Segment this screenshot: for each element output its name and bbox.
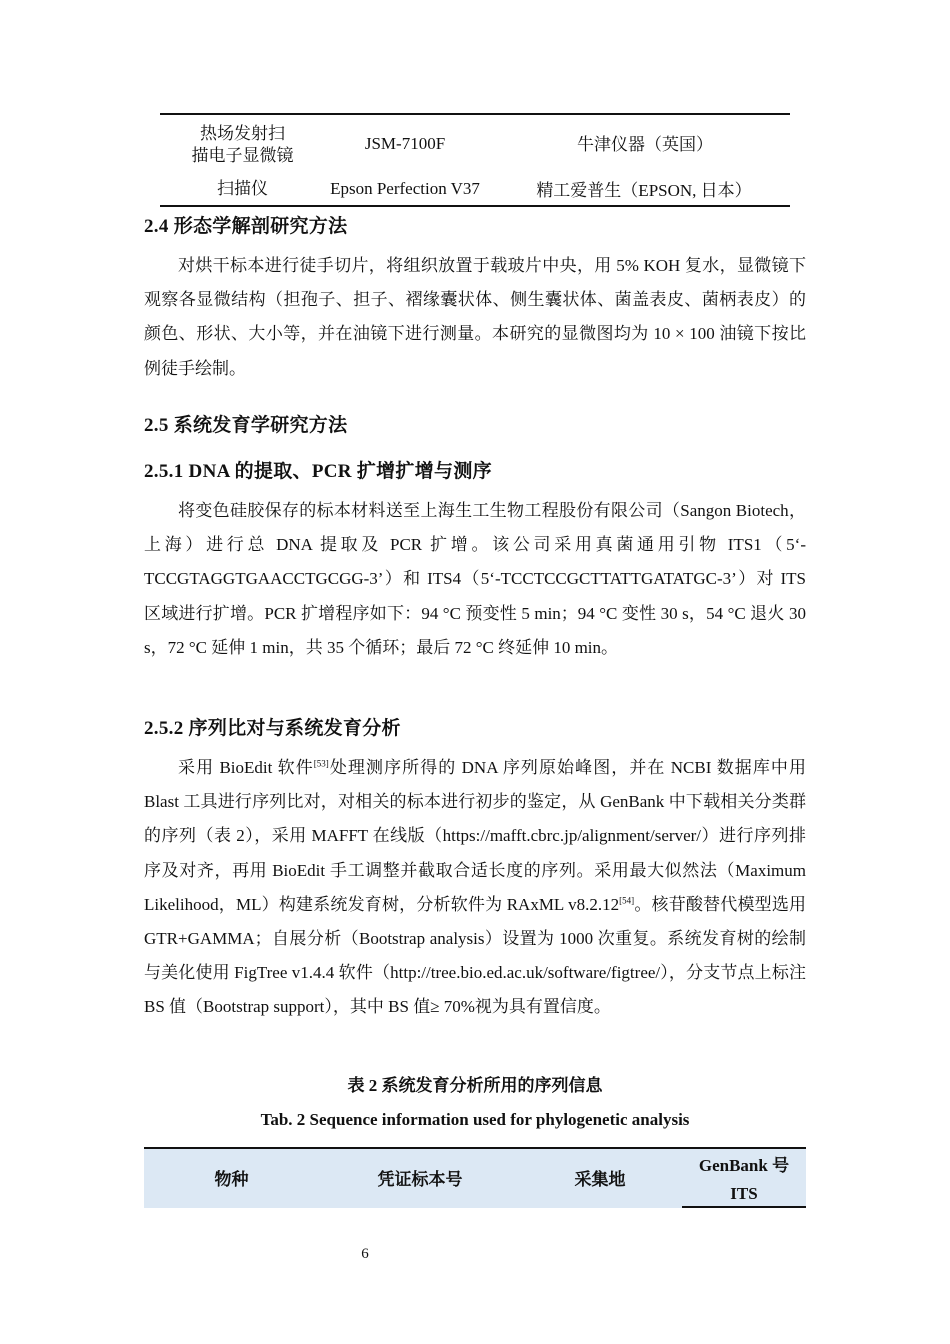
citation-54: [54] xyxy=(619,895,635,906)
section-2-4-paragraph: 对烘干标本进行徒手切片，将组织放置于载玻片中央，用 5% KOH 复水，显微镜下观察各显微结构（担孢子、担子、褶缘囊状体、侧生囊状体、菌盖表皮、菌柄表皮）的颜色、形状、大小等，并在油镜下进行测量。本研究的显微图均为 10 × 100 油镜下按比例徒手绘制。 xyxy=(144,256,806,378)
equip-row2-model: Epson Perfection V37 xyxy=(330,179,480,198)
equip-row2-name: 扫描仪 xyxy=(217,179,268,198)
section-2-5-1-paragraph: 将变色硅胶保存的标本材料送至上海生工生物工程股份有限公司（Sangon Biotech，上海）进行总 DNA 提取及 PCR 扩增。该公司采用真菌通用引物 ITS1（5‘-TCCGTAGGTGAACCTGCGG-3’）和 ITS4（5‘-TCCTCCGCTTATTGATATGC-3’）对 ITS 区域进行扩增。PCR 扩增程序如下：94 °C 预变性 5 min；94 °C 变性 30 s，54 °C 退火 30 s，72 °C 延伸 1 min，共 35 个循环；最后 72 °C 终延伸 10 min。 xyxy=(144,501,806,657)
equip-row1-model: JSM-7100F xyxy=(364,134,446,153)
section-2-5-2-text-c: 。核苷酸替代模型选用 GTR+GAMMA；自展分析（Bootstrap analysis）设置为 1000 次重复。系统发育树的绘制与美化使用 FigTree v1.4.4 软件（http://tree.bio.ed.ac.uk/software/figtree/），分支节点上标注 BS 值（Bootstrap support），其中 BS 值≥ 70%视为具有置信度。 xyxy=(144,894,807,1017)
section-2-5-heading: 2.5 系统发育学研究方法 xyxy=(144,415,348,436)
equip-row1-name-line1: 热场发射扫 xyxy=(200,124,285,143)
table2-header-its: ITS xyxy=(730,1184,758,1203)
equip-row1-maker: 牛津仪器（英国） xyxy=(577,135,713,154)
table2-caption-en: Tab. 2 Sequence information used for phylogenetic analysis xyxy=(260,1110,690,1129)
table2-header-voucher: 凭证标本号 xyxy=(377,1170,463,1189)
citation-53: [53] xyxy=(313,758,329,769)
section-2-5-2-text-b: 处理测序所得的 DNA 序列原始峰图，并在 NCBI 数据库中用 Blast 工具进行序列比对，对相关的标本进行初步的鉴定，从 GenBank 中下载相关分类群的序列（表 2），采用 MAFFT 在线版（https://mafft.cbrc.jp/alignment/server/）进行序列排序及对齐，再用 BioEdit 手工调整并截取合适长度的序列。采用最大似然法（Maximum Likelihood，ML）构建系统发育树，分析软件为 RAxML v8.2.12 xyxy=(144,758,806,914)
section-2-5-2-text-a: 采用 BioEdit 软件 xyxy=(178,758,314,777)
section-2-5-2-heading: 2.5.2 序列比对与系统发育分析 xyxy=(144,718,401,739)
equip-row1-name-line2: 描电子显微镜 xyxy=(191,146,294,165)
table2-genbank-underline xyxy=(682,1206,806,1208)
page-number: 6 xyxy=(361,1246,369,1262)
table2-header-genbank: GenBank 号 xyxy=(698,1156,790,1175)
section-2-4-heading: 2.4 形态学解剖研究方法 xyxy=(144,216,348,237)
section-2-5-1-body xyxy=(144,494,806,665)
section-2-5-2-paragraph xyxy=(144,751,806,1025)
table2-header-locality: 采集地 xyxy=(574,1170,626,1189)
equip-row2-maker: 精工爱普生（EPSON, 日本） xyxy=(536,181,752,200)
equip-row1-name xyxy=(160,123,325,167)
table2-caption-cn: 表 2 系统发育分析所用的序列信息 xyxy=(347,1076,603,1095)
table2-header-species: 物种 xyxy=(214,1170,249,1189)
section-2-5-1-heading: 2.5.1 DNA 的提取、PCR 扩增扩增与测序 xyxy=(144,461,492,482)
section-2-5-2-body xyxy=(144,751,806,1025)
section-2-4-body xyxy=(144,249,806,386)
table-bottom-rule xyxy=(160,205,790,207)
table-top-rule xyxy=(160,113,790,115)
